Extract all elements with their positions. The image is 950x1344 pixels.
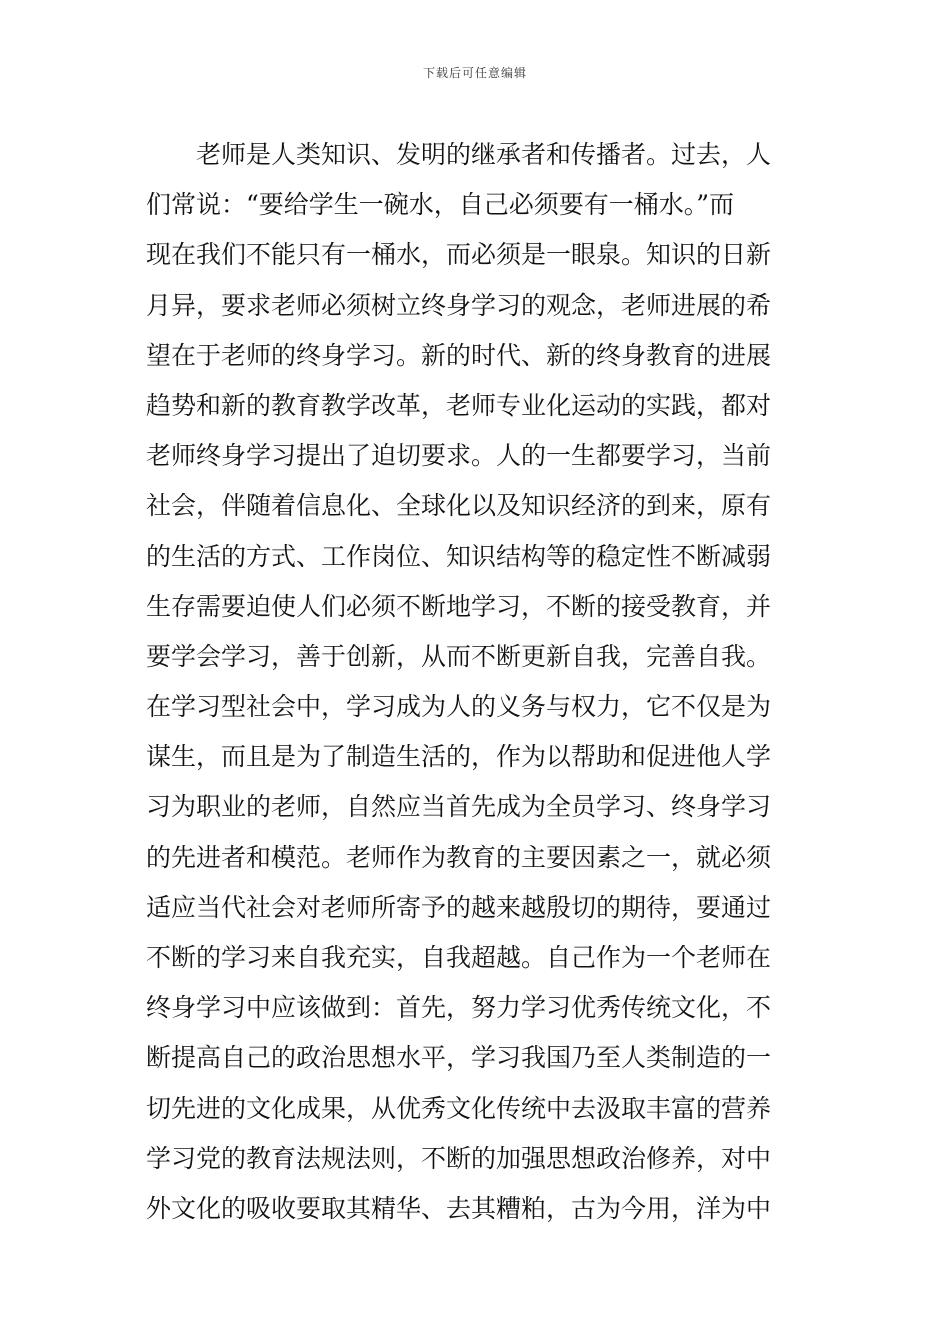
text-line: 不断的学习来自我充实，自我超越。自己作为一个老师在 bbox=[146, 943, 772, 972]
text-line: 望在于老师的终身学习。新的时代、新的终身教育的进展 bbox=[146, 340, 772, 370]
text-line: 们常说：“要给学生一碗水，自己必须要有一桶水。”而 bbox=[146, 190, 735, 220]
text-line: 学习党的教育法规法则，不断的加强思想政治修养，对中 bbox=[146, 1143, 772, 1173]
text-line: 切先进的文化成果，从优秀文化传统中去汲取丰富的营养 bbox=[146, 1093, 772, 1123]
text-line: 外文化的吸收要取其精华、去其糟粕，古为今用，洋为中 bbox=[146, 1193, 772, 1223]
text-line: 的生活的方式、工作岗位、知识结构等的稳定性不断减弱 bbox=[146, 541, 772, 571]
text-line: 月异，要求老师必须树立终身学习的观念，老师进展的希 bbox=[146, 290, 772, 320]
text-line: 断提高自己的政治思想水平，学习我国乃至人类制造的一 bbox=[146, 1043, 772, 1073]
text-line: 趋势和新的教育教学改革，老师专业化运动的实践，都对 bbox=[146, 390, 772, 420]
text-line: 社会，伴随着信息化、全球化以及知识经济的到来，原有 bbox=[146, 491, 772, 521]
document-body bbox=[146, 130, 810, 1234]
text-line: 的先进者和模范。老师作为教育的主要因素之一，就必须 bbox=[146, 842, 772, 872]
text-line: 老师终身学习提出了迫切要求。人的一生都要学习，当前 bbox=[146, 441, 772, 471]
text-line: 谋生，而且是为了制造生活的，作为以帮助和促进他人学 bbox=[146, 742, 772, 772]
text-line: 现在我们不能只有一桶水，而必须是一眼泉。知识的日新 bbox=[146, 240, 772, 270]
page-header-note: 下载后可任意编辑 bbox=[422, 66, 527, 80]
text-line: 在学习型社会中，学习成为人的义务与权力，它不仅是为 bbox=[146, 692, 772, 722]
text-line: 终身学习中应该做到：首先，努力学习优秀传统文化，不 bbox=[146, 993, 772, 1023]
text-line: 适应当代社会对老师所寄予的越来越殷切的期待，要通过 bbox=[146, 892, 772, 922]
text-line: 老师是人类知识、发明的继承者和传播者。过去，人 bbox=[196, 140, 772, 169]
text-line: 习为职业的老师，自然应当首先成为全员学习、终身学习 bbox=[146, 792, 772, 822]
text-line: 生存需要迫使人们必须不断地学习，不断的接受教育，并 bbox=[146, 591, 772, 621]
text-line: 要学会学习，善于创新，从而不断更新自我，完善自我。 bbox=[146, 641, 772, 671]
